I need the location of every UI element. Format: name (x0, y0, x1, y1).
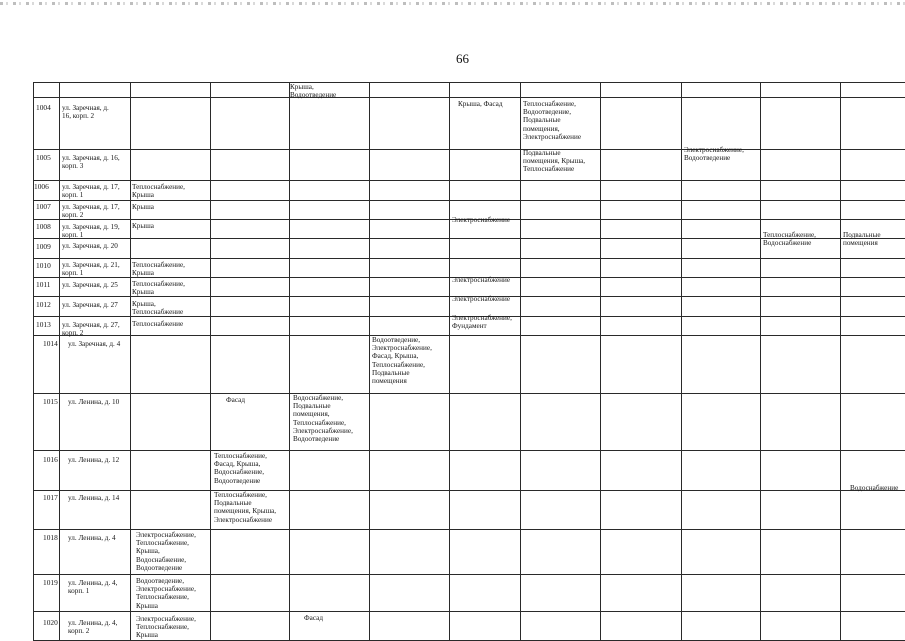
table-column-border (449, 82, 450, 640)
work-type-cell: Электроснабжение (452, 216, 511, 224)
row-number: 1005 (36, 153, 51, 162)
work-type-cell: Электроснабжение (452, 295, 511, 303)
work-type-cell: Электроснабжение, Водоотведение (684, 146, 744, 163)
work-type-cell: Фасад (304, 614, 323, 622)
work-type-cell: Теплоснабжение, Крыша (132, 261, 185, 278)
address-cell: ул. Заречная, д. 27, корп. 2 (62, 321, 120, 338)
row-number: 1019 (43, 578, 58, 587)
table-column-border (369, 82, 370, 640)
work-type-cell: Водоотведение, Электроснабжение, Теплоснабжение, Крыша (136, 577, 196, 610)
work-type-cell: Теплоснабжение, Крыша (132, 183, 185, 200)
row-number: 1018 (43, 533, 58, 542)
table-row-border (33, 97, 905, 98)
row-number: 1014 (43, 339, 58, 348)
address-cell: ул. Заречная, д. 17, корп. 1 (62, 183, 120, 200)
table-row-border (33, 450, 905, 451)
row-number: 1012 (36, 300, 51, 309)
row-number: 1017 (43, 493, 58, 502)
address-cell: ул. Заречная, д. 19, корп. 1 (62, 223, 120, 240)
row-number: 1011 (36, 280, 51, 289)
table-row-border (33, 335, 905, 336)
table-row-border (33, 149, 905, 150)
work-type-cell: Теплоснабжение, Фасад, Крыша, Водоснабжение, Водоотведение (214, 452, 267, 485)
address-cell: ул. Ленина, д. 14 (68, 494, 120, 502)
row-number: 1010 (36, 261, 51, 270)
address-cell: ул. Заречная, д. 20 (62, 242, 118, 250)
work-type-cell: Фасад (226, 396, 245, 404)
work-type-cell: Крыша (132, 203, 154, 211)
table-column-border (130, 82, 131, 640)
row-number: 1013 (36, 320, 51, 329)
work-type-cell: Водоснабжение (850, 484, 899, 492)
address-cell: ул. Ленина, д. 4, корп. 2 (68, 619, 118, 636)
table-column-border (33, 82, 34, 640)
row-number: 1020 (43, 618, 58, 627)
work-type-cell: Подвальные помещения (843, 231, 881, 248)
table-row-border (33, 529, 905, 530)
table-column-border (840, 82, 841, 640)
table-column-border (760, 82, 761, 640)
address-cell: ул. Заречная, д. 16, корп. 3 (62, 154, 120, 171)
table-row-border (33, 574, 905, 575)
address-cell: ул. Ленина, д. 4, корп. 1 (68, 579, 118, 596)
table-row-border (33, 200, 905, 201)
address-cell: ул. Заречная, д. 16, корп. 2 (62, 104, 109, 121)
table-column-border (59, 82, 60, 640)
row-number: 1015 (43, 397, 58, 406)
work-type-cell: Водоотведение, Электроснабжение, Фасад, Крыша, Теплоснабжение, Подвальные помещения (372, 336, 432, 386)
work-type-cell: Водоснабжение, Подвальные помещения, Теплоснабжение, Электроснабжение, Водоотведение (293, 394, 353, 444)
work-type-cell: Крыша, Теплоснабжение (132, 300, 184, 317)
work-type-cell: Электроснабжение, Фундамент (452, 314, 512, 331)
table-row-border (33, 180, 905, 181)
work-type-cell: Теплоснабжение, Подвальные помещения, Крыша, Электроснабжение (214, 491, 277, 524)
address-cell: ул. Заречная, д. 21, корп. 1 (62, 261, 120, 278)
row-number: 1004 (36, 103, 51, 112)
work-type-cell: Теплоснабжение, Крыша (132, 280, 185, 297)
row-number: 1007 (36, 202, 51, 211)
table-column-border (289, 82, 290, 640)
work-type-cell: Электроснабжение, Теплоснабжение, Крыша, Водоснабжение, Водоотведение (136, 531, 196, 572)
table-row-border (33, 82, 905, 83)
table-row-border (33, 393, 905, 394)
table-column-border (210, 82, 211, 640)
address-cell: ул. Ленина, д. 10 (68, 398, 120, 406)
work-type-cell: Электроснабжение (452, 276, 511, 284)
work-type-cell: Крыша, Водоотведение (290, 83, 337, 100)
table-column-border (600, 82, 601, 640)
work-type-cell: Электроснабжение, Теплоснабжение, Крыша (136, 615, 196, 640)
work-type-cell: Теплоснабжение, Водоснабжение (763, 231, 816, 248)
work-type-cell: Теплоснабжение (132, 320, 184, 328)
table-row-border (33, 611, 905, 612)
work-type-cell: Теплоснабжение, Водоотведение, Подвальные помещения, Электроснабжение (523, 100, 582, 141)
address-cell: ул. Заречная, д. 27 (62, 301, 118, 309)
work-type-cell: Крыша, Фасад (458, 100, 503, 108)
address-cell: ул. Заречная, д. 4 (68, 340, 121, 348)
page-number: 66 (456, 51, 469, 66)
row-number: 1006 (34, 182, 49, 191)
table-column-border (681, 82, 682, 640)
address-cell: ул. Ленина, д. 12 (68, 456, 120, 464)
address-cell: ул. Ленина, д. 4 (68, 534, 116, 542)
work-type-cell: Крыша (132, 222, 154, 230)
row-number: 1008 (36, 222, 51, 231)
address-cell: ул. Заречная, д. 25 (62, 281, 118, 289)
table-row-border (33, 258, 905, 259)
table-column-border (520, 82, 521, 640)
work-type-cell: Подвальные помещения, Крыша, Теплоснабжение (523, 149, 586, 174)
address-cell: ул. Заречная, д. 17, корп. 2 (62, 203, 120, 220)
table-row-border (33, 490, 905, 491)
row-number: 1009 (36, 242, 51, 251)
row-number: 1016 (43, 455, 58, 464)
